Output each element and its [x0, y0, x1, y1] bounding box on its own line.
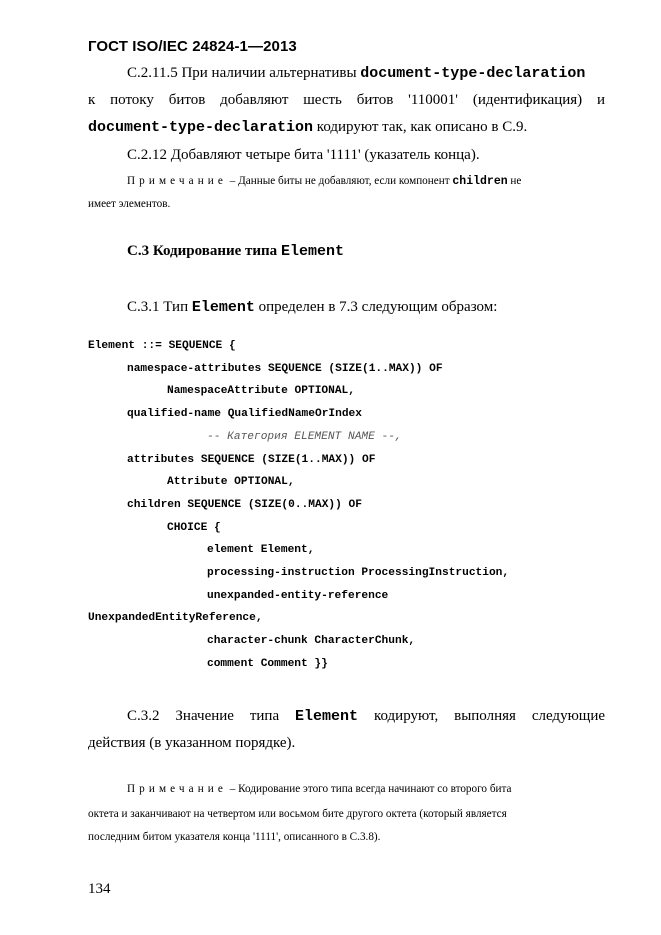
code-line: Element ::= SEQUENCE {: [88, 340, 236, 352]
note-2-line2: октета и заканчивают на четвертом или восьмом бите другого октета (который является: [88, 808, 507, 820]
word: потоку: [110, 92, 154, 108]
paragraph-c2115-line2: [88, 87, 605, 114]
word: выполняя: [454, 708, 516, 724]
note-label: Примечание: [127, 783, 227, 795]
note-1-line1: [127, 170, 521, 193]
code-line: comment Comment }}: [207, 658, 328, 670]
paragraph-text: кодируют так, как описано в С.9.: [313, 119, 528, 135]
code-line: character-chunk CharacterChunk,: [207, 635, 416, 647]
inline-code: document-type-declaration: [88, 119, 314, 136]
code-line: qualified-name QualifiedNameOrIndex: [127, 408, 362, 420]
word: Значение: [175, 708, 234, 724]
code-line: children SEQUENCE (SIZE(0..MAX)) OF: [127, 499, 362, 511]
note-text: не: [507, 175, 522, 187]
paragraph-c212: С.2.12 Добавляют четыре бита '1111' (указатель конца).: [127, 147, 480, 163]
word: следующие: [531, 708, 606, 724]
section-heading-c3: [127, 243, 344, 260]
word: типа: [249, 708, 280, 724]
note-text: – Кодирование этого типа всегда начинают со второго бита: [226, 783, 512, 795]
paragraph-c2115-line1: [127, 60, 585, 87]
paragraph-text: С.3.1 Тип: [127, 299, 192, 315]
paragraph-c31: [127, 294, 497, 321]
page-number: 134: [88, 881, 111, 897]
code-line: processing-instruction ProcessingInstruction,: [207, 567, 510, 579]
inline-code: document-type-declaration: [360, 65, 586, 82]
note-2-line1: [127, 778, 512, 801]
note-2-line3: последним битом указателя конца '1111', описанного в С.3.8).: [88, 831, 381, 843]
paragraph-c32-line1: [127, 703, 605, 730]
word: добавляют: [220, 92, 289, 108]
inline-code: Element: [295, 708, 359, 725]
code-comment-line: -- Категория ELEMENT NAME --,: [207, 431, 402, 443]
word: битов: [168, 92, 206, 108]
code-line: unexpanded-entity-reference: [207, 590, 389, 602]
code-line: CHOICE {: [167, 522, 221, 534]
word: '110001': [408, 92, 459, 108]
code-line: namespace-attributes SEQUENCE (SIZE(1..MAX)) OF: [127, 363, 443, 375]
inline-code: Element: [191, 299, 255, 316]
paragraph-text: C.2.11.5 При наличии альтернативы: [127, 65, 361, 81]
paragraph-c2115-line3: [88, 114, 527, 141]
note-text: – Данные биты не добавляют, если компонент: [226, 175, 453, 187]
document-header: ГОСТ ISO/IEC 24824-1—2013: [88, 38, 297, 55]
heading-text: С.3 Кодирование типа: [127, 243, 281, 259]
note-1-line2: имеет элементов.: [88, 198, 171, 210]
word: битов: [356, 92, 394, 108]
word: (идентификация): [472, 92, 583, 108]
code-line: element Element,: [207, 544, 315, 556]
word: и: [597, 92, 606, 108]
word: С.3.2: [127, 708, 160, 724]
code-line: NamespaceAttribute OPTIONAL,: [167, 385, 355, 397]
paragraph-c32-line2: действия (в указанном порядке).: [88, 735, 296, 751]
inline-code: Element: [280, 243, 344, 260]
word: кодируют,: [373, 708, 439, 724]
note-label: Примечание: [127, 175, 227, 187]
code-line: attributes SEQUENCE (SIZE(1..MAX)) OF: [127, 454, 376, 466]
code-line: Attribute OPTIONAL,: [167, 476, 295, 488]
code-line: UnexpandedEntityReference,: [88, 612, 263, 624]
inline-code: children: [452, 175, 508, 188]
paragraph-text: определен в 7.3 следующим образом:: [254, 299, 498, 315]
word: шесть: [303, 92, 342, 108]
word: к: [88, 92, 96, 108]
